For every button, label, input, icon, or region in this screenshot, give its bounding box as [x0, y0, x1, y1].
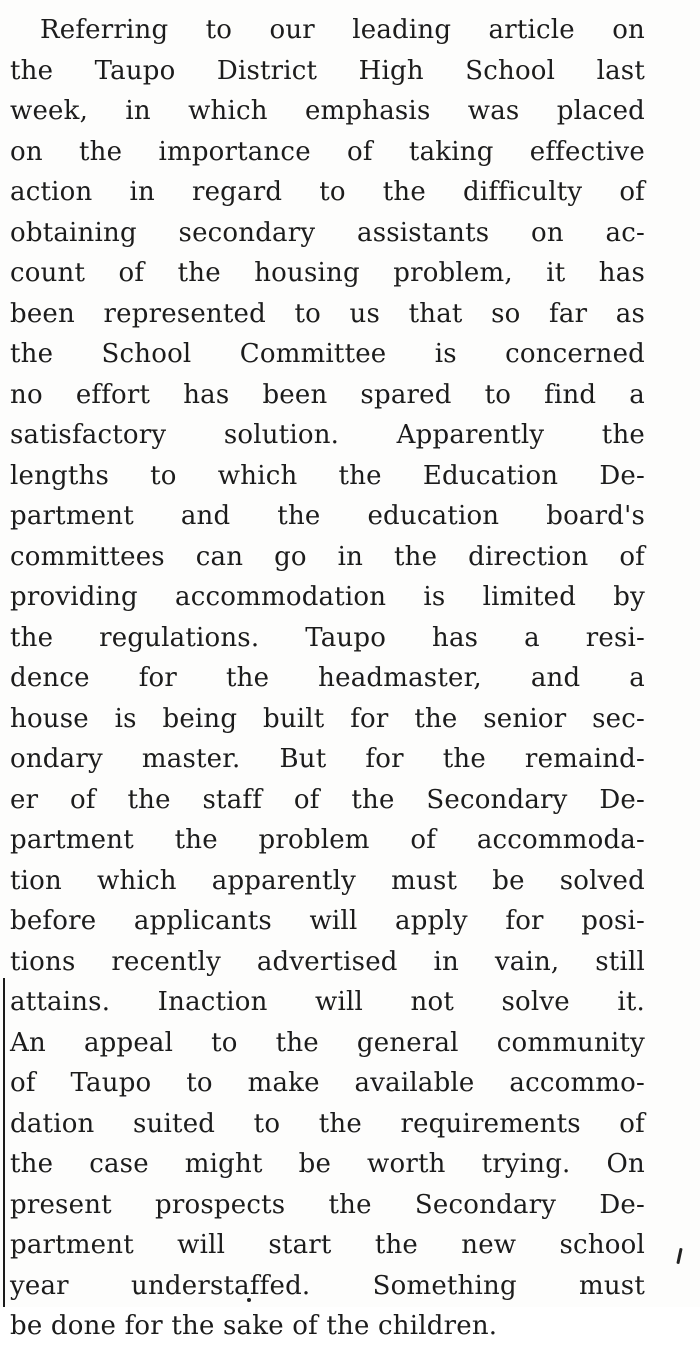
article-line: tions recently advertised in vain, still — [10, 946, 645, 977]
article-body — [10, 10, 645, 1347]
article-line: committees can go in the direction of — [10, 541, 645, 572]
article-line: An appeal to the general community — [10, 1027, 645, 1058]
article-line: the School Committee is concerned — [10, 339, 645, 369]
article-line: er of the staff of the Secondary De- — [10, 784, 645, 815]
article-line: count of the housing problem, it has — [10, 258, 645, 288]
article-line: providing accommodation is limited by — [10, 582, 645, 612]
article-line: year understaffed. Something must — [10, 1270, 645, 1301]
article-line: partment the problem of accommoda- — [10, 825, 645, 855]
article-line: been represented to us that so far as — [10, 298, 645, 329]
article-line: house is being built for the senior sec- — [10, 703, 645, 734]
article-line: lengths to which the Education De- — [10, 460, 645, 491]
article-line: attains. Inaction will not solve it. — [10, 987, 645, 1017]
article-line: partment and the education board's — [10, 501, 645, 531]
article-line: before applicants will apply for posi- — [10, 906, 645, 936]
article-line: the case might be worth trying. On — [10, 1149, 645, 1179]
article-line: present prospects the Secondary De- — [10, 1189, 645, 1220]
article-line: be done for the sake of the children. — [10, 1311, 498, 1341]
article-line: ondary master. But for the remaind- — [10, 744, 645, 774]
article-line: partment will start the new school — [10, 1230, 645, 1260]
ink-speck — [676, 1248, 682, 1264]
article-line: tion which apparently must be solved — [10, 865, 645, 896]
article-line: the Taupo District High School last — [10, 55, 645, 86]
article-line: on the importance of taking effective — [10, 136, 645, 167]
article-line: dation suited to the requirements of — [10, 1108, 645, 1139]
article-line: Referring to our leading article on — [40, 15, 645, 45]
article-line: obtaining secondary assistants on ac- — [10, 217, 645, 248]
article-line: of Taupo to make available accommo- — [10, 1068, 645, 1098]
article-line: no effort has been spared to find a — [10, 379, 645, 410]
article-line: dence for the headmaster, and a — [10, 663, 645, 693]
column-rule — [3, 978, 5, 1307]
article-line: the regulations. Taupo has a resi- — [10, 622, 645, 653]
article-line: action in regard to the difficulty of — [10, 177, 645, 207]
article-line: satisfactory solution. Apparently the — [10, 420, 645, 450]
article-line: week, in which emphasis was placed — [10, 96, 645, 126]
